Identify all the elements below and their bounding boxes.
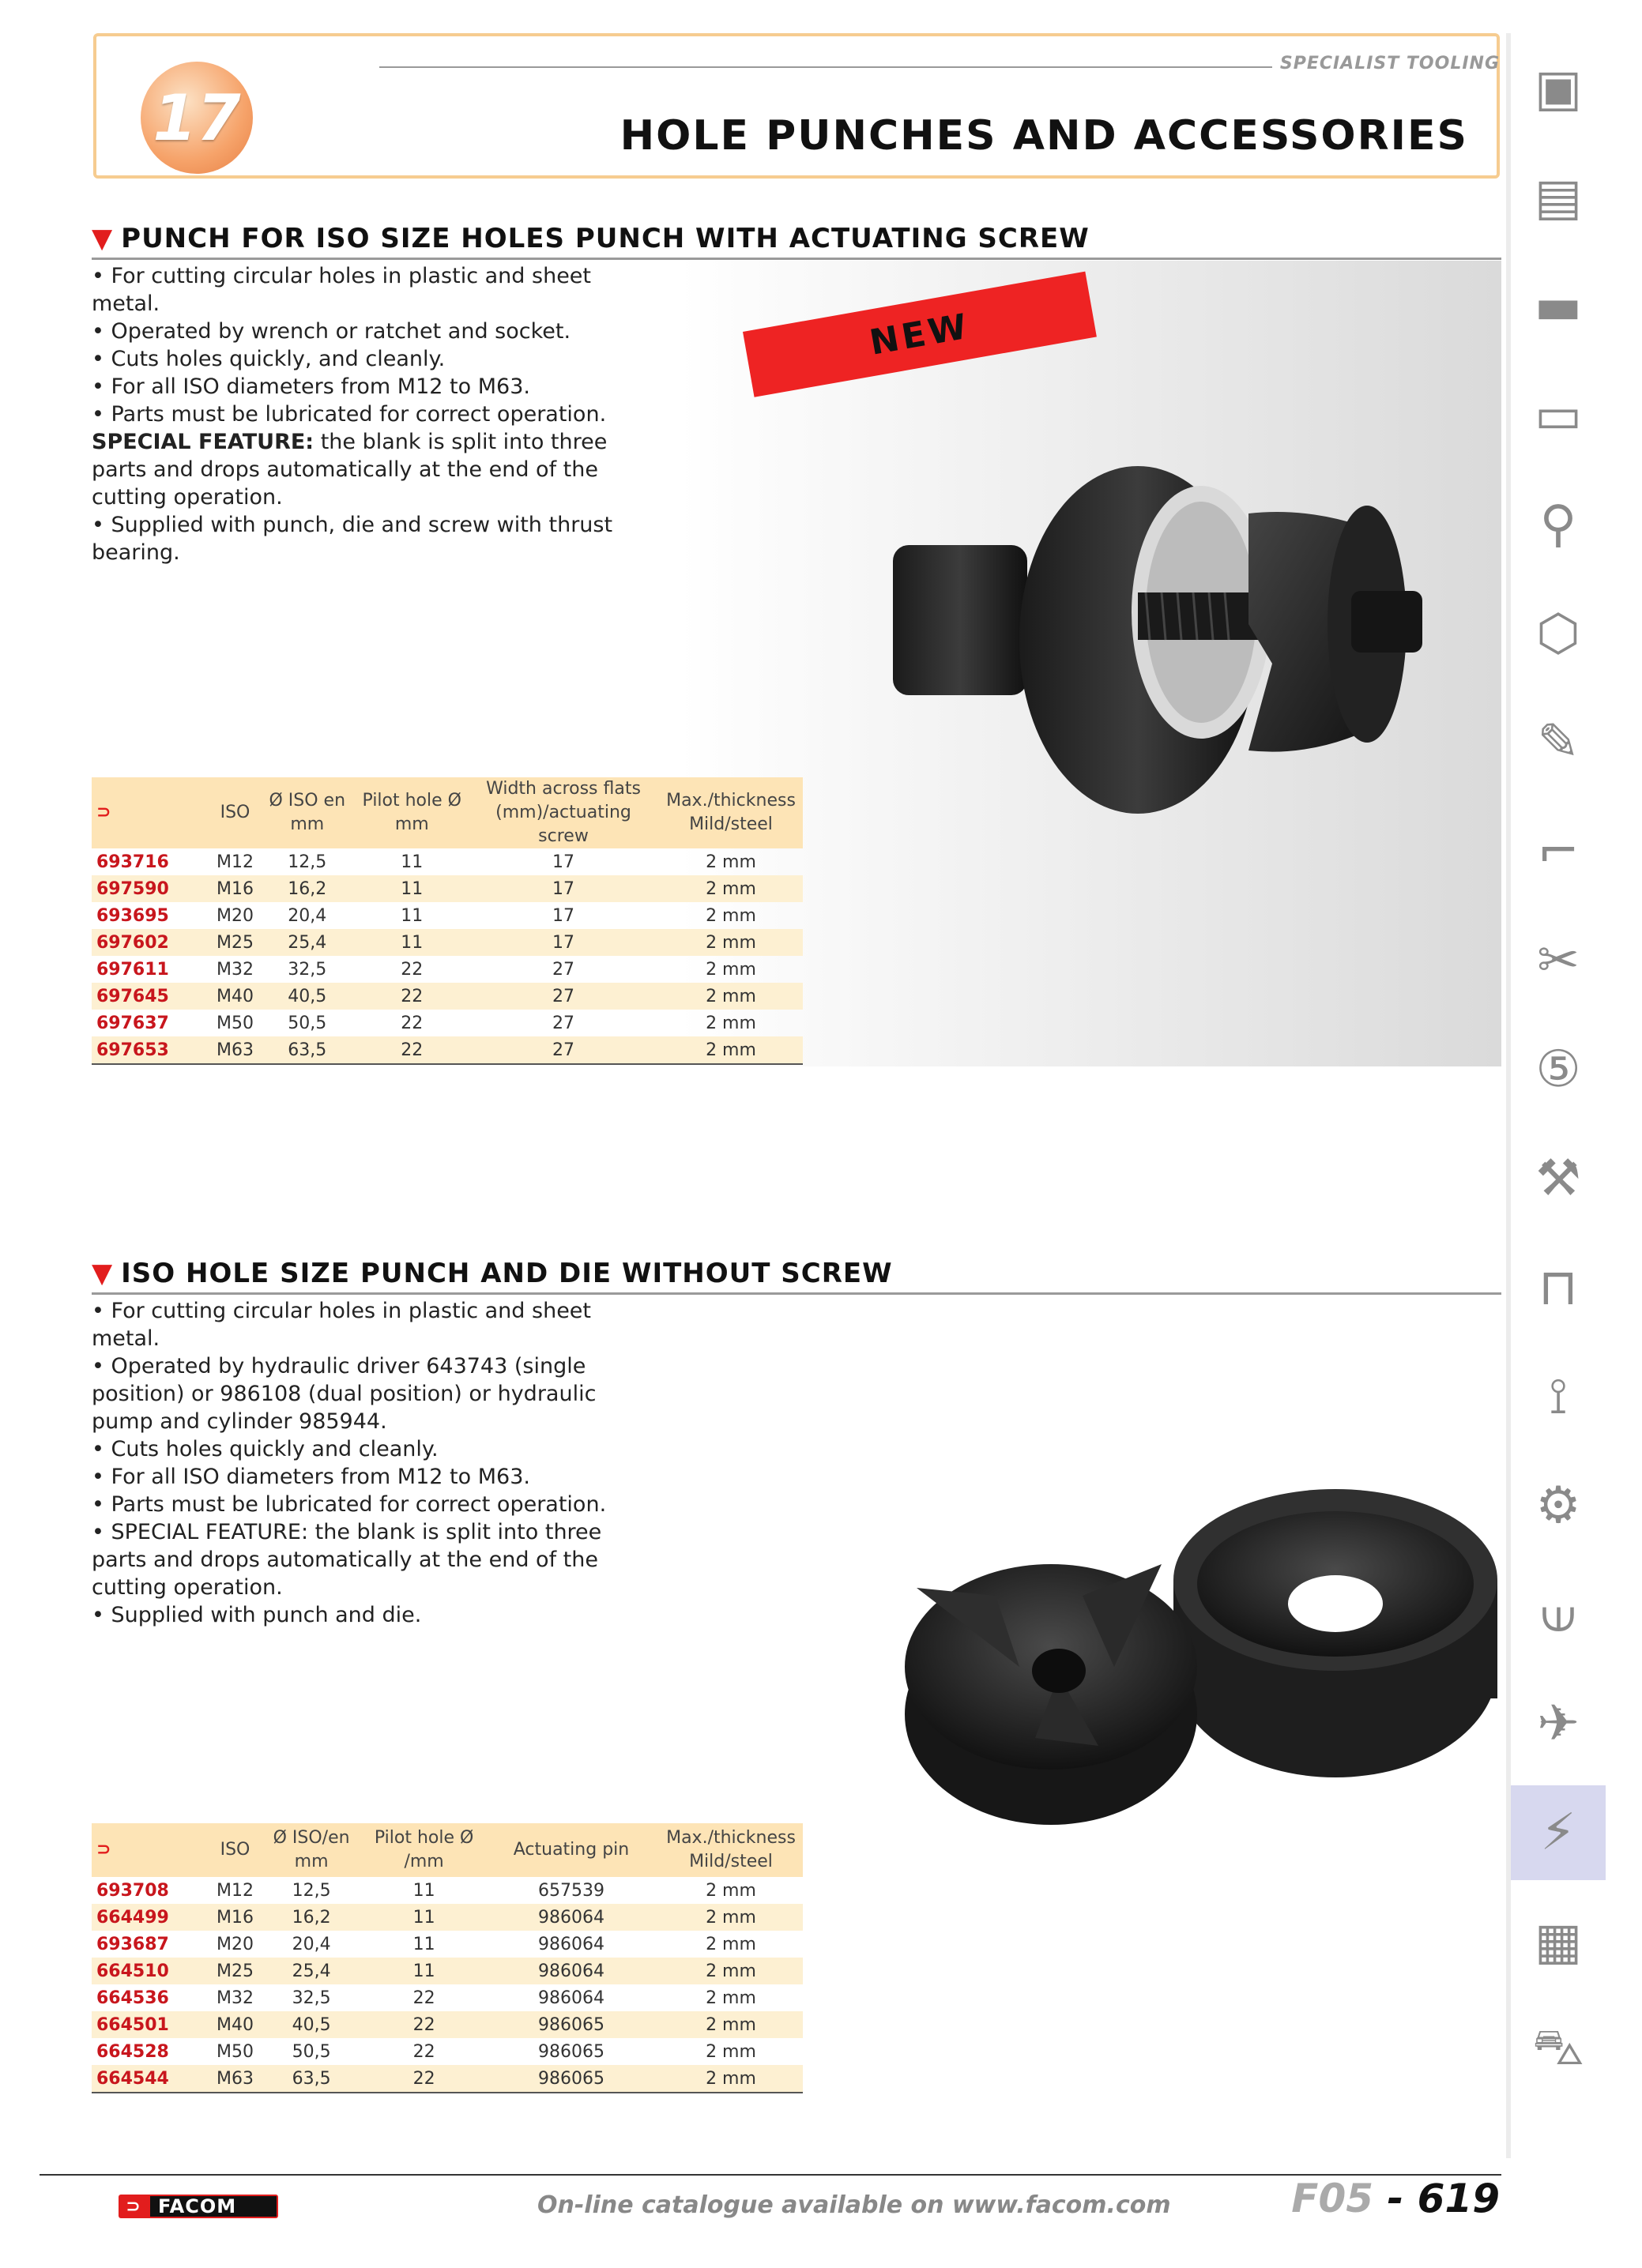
table-header: Max./thickness Mild/steel [659, 777, 803, 848]
desc-line: • Supplied with punch, die and screw with thrust bearing. [92, 513, 613, 565]
table-cell: 27 [552, 1013, 574, 1033]
special-feature-label: SPECIAL FEATURE: [92, 430, 314, 454]
wrench-icon[interactable]: ⚲ [1539, 495, 1577, 554]
table-cell: M25 [212, 1958, 258, 1984]
page-title: HOLE PUNCHES AND ACCESSORIES [620, 112, 1468, 160]
table-cell: M50 [217, 2041, 254, 2062]
table-row [92, 2065, 803, 2093]
table-cell: 50,5 [288, 1013, 327, 1033]
electronics-icon[interactable]: ▦ [1534, 1913, 1583, 1971]
table-cell: 17 [552, 852, 574, 872]
desc-line: • SPECIAL FEATURE: the blank is split into three parts and drops automatically at the end of the cutting operation. [92, 1520, 602, 1600]
table-header: ISO [212, 777, 258, 848]
product-reference[interactable]: 664501 [92, 2011, 212, 2038]
page-separator: - [1373, 2176, 1418, 2221]
spec-table-1 [92, 777, 803, 1065]
table-cell: M16 [212, 875, 258, 902]
table-cell: 2 mm [706, 1013, 756, 1033]
table-cell: 2 mm [659, 983, 803, 1010]
hex-key-icon[interactable]: ⌐ [1537, 822, 1580, 881]
desc-line: • Cuts holes quickly, and cleanly. [92, 347, 446, 371]
table-cell: 22 [401, 1013, 424, 1033]
power-tool-icon[interactable]: ⚙ [1535, 1476, 1581, 1535]
table-cell: 27 [552, 959, 574, 980]
table-cell: 2 mm [706, 959, 756, 980]
table-cell: M63 [212, 1036, 258, 1064]
table-header: Pilot hole Ø mm [356, 777, 468, 848]
table-row [92, 1984, 803, 2011]
hammer-icon[interactable]: ⚒ [1535, 1149, 1581, 1208]
table-cell: 2 mm [659, 1904, 803, 1931]
facom-mark-icon: ⊃ [96, 1840, 111, 1860]
product-reference[interactable]: 697590 [92, 875, 212, 902]
table-cell: M32 [217, 959, 254, 980]
product-reference[interactable]: 693708 [96, 1880, 169, 1901]
special-feature-text: the blank is split into three parts and drops automatically at the end of the cutting operation. [92, 430, 608, 510]
table-cell: 50,5 [292, 2041, 331, 2062]
table-cell: M12 [217, 852, 254, 872]
desc-line: • Cuts holes quickly and cleanly. [92, 1437, 439, 1461]
new-badge: NEW [743, 272, 1097, 397]
table-cell: 2 mm [659, 929, 803, 956]
table-cell: 27 [468, 1036, 659, 1064]
desc-line: • Operated by wrench or ratchet and socket. [92, 319, 571, 344]
table-cell: M32 [217, 1988, 254, 2008]
facom-logo [119, 2195, 278, 2218]
desc-line: • For cutting circular holes in plastic and sheet metal. [92, 1299, 592, 1351]
tape-measure-icon[interactable]: ⑤ [1535, 1040, 1581, 1099]
workbench-icon[interactable]: ▬ [1534, 277, 1583, 336]
table-cell: 657539 [538, 1880, 604, 1901]
table-cell: 2 mm [659, 2065, 803, 2093]
table-cell: 986064 [484, 1958, 659, 1984]
catalog-code: F05 [1291, 2176, 1374, 2221]
spec-table-2 [92, 1823, 803, 2093]
section2-heading [92, 1258, 893, 1289]
table-cell: 11 [356, 929, 468, 956]
table-row [92, 1010, 803, 1036]
table-cell: M12 [217, 1880, 254, 1901]
table-cell: 11 [412, 1934, 435, 1954]
table-cell: 22 [364, 2065, 484, 2093]
table-row [92, 902, 803, 929]
facom-logo-text: FACOM [150, 2196, 277, 2217]
table-row [92, 848, 803, 875]
table-row [92, 1877, 803, 1904]
punch-and-die-image [885, 1485, 1501, 1849]
table-cell: 25,4 [258, 1958, 364, 1984]
table-cell: 2 mm [706, 2041, 756, 2062]
section2-rule [92, 1292, 1501, 1295]
product-reference[interactable]: 693687 [96, 1934, 169, 1954]
table-cell: 22 [401, 959, 424, 980]
table-cell: 22 [356, 1036, 468, 1064]
table-cell: M40 [212, 2011, 258, 2038]
product-reference[interactable]: 693695 [96, 905, 169, 926]
table-cell: 40,5 [258, 983, 356, 1010]
product-reference[interactable]: 664499 [92, 1904, 212, 1931]
table-header: ISO [212, 1823, 258, 1877]
table-cell: 27 [468, 983, 659, 1010]
table-cell: 20,4 [292, 1934, 331, 1954]
chapter-badge: 17 [141, 62, 253, 174]
screwdriver-icon[interactable]: ✎ [1537, 713, 1580, 772]
section2-title: ISO HOLE SIZE PUNCH AND DIE WITHOUT SCREW [121, 1258, 893, 1289]
triangle-bullet-icon: ▼ [92, 223, 114, 254]
airplane-icon[interactable]: ✈ [1537, 1694, 1580, 1753]
table-cell: 2 mm [659, 875, 803, 902]
section1-heading [92, 223, 1090, 254]
table-cell: 986065 [484, 2011, 659, 2038]
table-cell: 20,4 [288, 905, 327, 926]
table-cell: 2 mm [706, 905, 756, 926]
table-cell: 986065 [484, 2065, 659, 2093]
table-cell: M40 [212, 983, 258, 1010]
desc-line: • For all ISO diameters from M12 to M63. [92, 374, 530, 399]
table-cell: 17 [552, 905, 574, 926]
table-cell: 16,2 [258, 875, 356, 902]
desc-line: • For all ISO diameters from M12 to M63. [92, 1465, 530, 1489]
page-number-value: 619 [1417, 2176, 1500, 2221]
section1-rule [92, 258, 1501, 260]
table-cell: 11 [401, 852, 424, 872]
toolbox-icon[interactable]: ▭ [1534, 386, 1583, 445]
table-row [92, 1931, 803, 1958]
online-catalogue-note: On-line catalogue available on www.facom.com [537, 2191, 1171, 2219]
table-cell: 11 [401, 905, 424, 926]
table-header: Ø ISO/en mm [258, 1823, 364, 1877]
table-cell: 32,5 [292, 1988, 331, 2008]
table-row [92, 2011, 803, 2038]
product-reference[interactable]: 697637 [96, 1013, 169, 1033]
table-ref-column [92, 1823, 212, 1877]
desc-line: • Parts must be lubricated for correct operation. [92, 402, 607, 427]
table-cell: M16 [212, 1904, 258, 1931]
table-cell: M25 [212, 929, 258, 956]
desc-line [92, 428, 661, 511]
table-ref-column [92, 777, 212, 848]
product-reference[interactable]: 664536 [96, 1988, 169, 2008]
table-cell: 22 [364, 2011, 484, 2038]
table-row [92, 1036, 803, 1064]
section2-description [92, 1297, 661, 1629]
table-cell: 22 [412, 1988, 435, 2008]
desc-line: • For cutting circular holes in plastic and sheet metal. [92, 264, 592, 316]
section1-title: PUNCH FOR ISO SIZE HOLES PUNCH WITH ACTUATING SCREW [121, 223, 1090, 254]
table-header: Ø ISO en mm [258, 777, 356, 848]
triangle-bullet-icon: ▼ [92, 1258, 114, 1289]
table-row [92, 983, 803, 1010]
desc-line: • Parts must be lubricated for correct operation. [92, 1492, 607, 1517]
table-cell: 17 [468, 929, 659, 956]
header-rule [379, 66, 1272, 68]
table-cell: 22 [412, 2041, 435, 2062]
table-cell: 12,5 [292, 1880, 331, 1901]
section1-description [92, 262, 661, 566]
table-cell: 12,5 [288, 852, 327, 872]
desc-line: • Operated by hydraulic driver 643743 (single position) or 986108 (dual position) or hydraulic pump and cylinder 985944. [92, 1354, 597, 1434]
product-reference[interactable]: 664544 [92, 2065, 212, 2093]
desc-line: • Supplied with punch and die. [92, 1603, 422, 1627]
case-icon[interactable]: ▣ [1534, 59, 1583, 118]
product-reference[interactable]: 664510 [92, 1958, 212, 1984]
pliers-icon[interactable]: ✂ [1537, 931, 1580, 990]
page-number [1291, 2176, 1500, 2221]
product-reference[interactable]: 697645 [92, 983, 212, 1010]
footer-rule [40, 2174, 1501, 2176]
table-row [92, 2038, 803, 2065]
table-header: Max./thickness Mild/steel [659, 1823, 803, 1877]
table-cell: 40,5 [258, 2011, 364, 2038]
table-header: Pilot hole Ø /mm [364, 1823, 484, 1877]
table-cell: 2 mm [659, 1036, 803, 1064]
table-row [92, 1904, 803, 1931]
category-label: SPECIALIST TOOLING [1279, 54, 1500, 73]
car-icon[interactable]: ⛍ [1532, 2018, 1584, 2077]
table-cell: M63 [212, 2065, 258, 2093]
product-reference[interactable]: 697653 [92, 1036, 212, 1064]
facom-mark-icon: ⊃ [96, 803, 111, 822]
table-cell: 11 [364, 1958, 484, 1984]
table-cell: 2 mm [659, 1958, 803, 1984]
table-cell: 986064 [538, 1934, 604, 1954]
product-reference[interactable]: 697611 [96, 959, 169, 980]
table-cell: M50 [217, 1013, 254, 1033]
table-cell: 16,2 [258, 1904, 364, 1931]
specialist-tooling-icon[interactable]: ⚡ [1511, 1785, 1606, 1880]
table-row [92, 929, 803, 956]
table-row [92, 875, 803, 902]
table-cell: 986065 [538, 2041, 604, 2062]
punch-with-screw-image [877, 458, 1446, 822]
puller-icon[interactable]: ⟟ [1549, 1367, 1568, 1426]
table-cell: 11 [412, 1880, 435, 1901]
table-cell: 63,5 [258, 1036, 356, 1064]
socket-icon[interactable]: ⬡ [1536, 604, 1580, 663]
table-cell: 2 mm [659, 2011, 803, 2038]
table-cell: 986064 [538, 1988, 604, 2008]
table-cell: 32,5 [288, 959, 327, 980]
table-cell: 22 [356, 983, 468, 1010]
table-cell: 63,5 [258, 2065, 364, 2093]
hacksaw-icon[interactable]: ⊓ [1538, 1258, 1578, 1317]
table-row [92, 1958, 803, 1984]
table-header: Actuating pin [484, 1823, 659, 1877]
table-cell: 11 [364, 1904, 484, 1931]
table-cell: 11 [356, 875, 468, 902]
table-cell: 25,4 [258, 929, 356, 956]
table-cell: 986064 [484, 1904, 659, 1931]
table-cell: M20 [217, 1934, 254, 1954]
table-cell: 2 mm [706, 1880, 756, 1901]
table-cell: 2 mm [706, 1934, 756, 1954]
table-cell: 2 mm [706, 1988, 756, 2008]
table-row [92, 956, 803, 983]
table-cell: 2 mm [706, 852, 756, 872]
table-cell: M20 [217, 905, 254, 926]
table-cell: 17 [468, 875, 659, 902]
facom-mark-icon: ⊃ [126, 2196, 141, 2217]
product-reference[interactable]: 697602 [92, 929, 212, 956]
product-reference[interactable]: 664528 [96, 2041, 169, 2062]
product-reference[interactable]: 693716 [96, 852, 169, 872]
pipe-wrench-icon[interactable]: ⟒ [1540, 1585, 1576, 1644]
roller-cabinet-icon[interactable]: ▤ [1534, 168, 1583, 227]
table-header: Width across flats (mm)/actuating screw [468, 777, 659, 848]
